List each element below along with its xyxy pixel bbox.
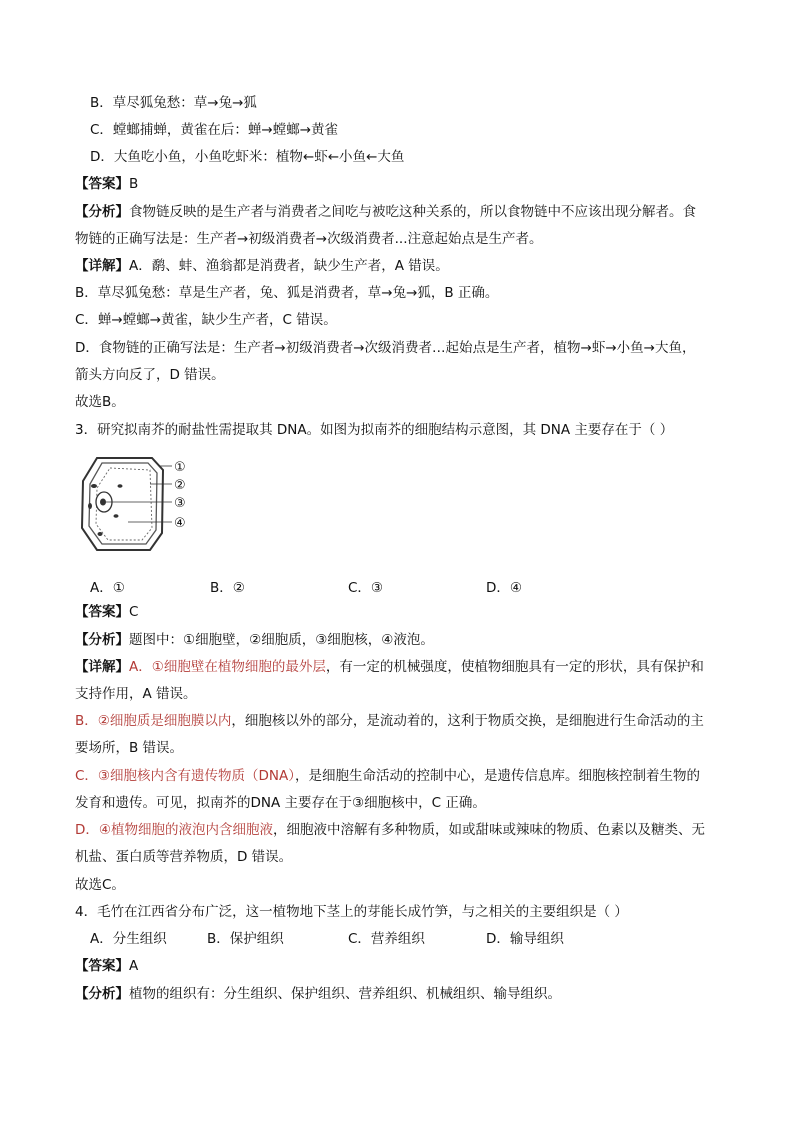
- q4-stem: 4．毛竹在江西省分布广泛，这一植物地下茎上的芽能长成竹笋，与之相关的主要组织是（ ）: [75, 904, 628, 920]
- q3-detail-b-line: [75, 708, 730, 735]
- q4-option-d: D．输导组织: [486, 931, 564, 947]
- q2-answer-line: [75, 171, 730, 198]
- q3-option-c: C．③: [348, 580, 384, 596]
- answer-label: 【答案】: [75, 958, 129, 974]
- q4-option-c: C．营养组织: [348, 931, 425, 947]
- q3-analysis-line: [75, 627, 730, 654]
- q3-answer-line: [75, 599, 730, 626]
- q3-detail-d2: 机盐、蛋白质等营养物质，D 错误。: [75, 849, 293, 865]
- q3-detail-d-rest: ，细胞液中溶解有多种物质，如或甜味或辣味的物质、色素以及糖类、无: [273, 822, 705, 838]
- chloroplast: [88, 503, 92, 509]
- answer-label: 【答案】: [75, 604, 129, 620]
- analysis-label: 【分析】: [75, 632, 129, 648]
- q2-detail-a-line: [75, 253, 730, 280]
- chloroplast: [91, 484, 97, 488]
- q3-option-d: D．④: [486, 580, 522, 596]
- q3-detail-a-highlight: A．①细胞壁在植物细胞的最外层: [129, 659, 326, 675]
- q2-detail-d2: 箭头方向反了，D 错误。: [75, 367, 225, 383]
- q3-detail-a-line: [75, 654, 730, 681]
- chloroplast: [98, 532, 103, 536]
- q3-detail-a2: 支持作用，A 错误。: [75, 686, 197, 702]
- q2-option-c: C．螳螂捕蝉，黄雀在后：蝉→螳螂→黄雀: [90, 122, 339, 138]
- q4-answer-value: A: [129, 958, 139, 974]
- q2-analysis-line2: 物链的正确写法是：生产者→初级消费者→次级消费者...注意起始点是生产者。: [75, 231, 543, 247]
- q3-detail-c-rest: ，是细胞生命活动的控制中心，是遗传信息库。细胞核控制着生物的: [295, 768, 701, 784]
- q2-conclusion: 故选B。: [75, 394, 125, 410]
- q3-detail-c2: 发育和遗传。可见，拟南芥的DNA 主要存在于③细胞核中，C 正确。: [75, 795, 486, 811]
- q3-analysis-text: 题图中：①细胞壁，②细胞质，③细胞核，④液泡。: [129, 632, 434, 648]
- cell-structure-diagram: [80, 456, 190, 556]
- q2-analysis-text1: 食物链反映的是生产者与消费者之间吃与被吃这种关系的，所以食物链中不应该出现分解者。食: [129, 204, 696, 220]
- q3-conclusion: 故选C。: [75, 877, 125, 893]
- chloroplast: [114, 514, 119, 518]
- diagram-label: ④: [174, 516, 186, 531]
- q3-detail-c-line: [75, 763, 730, 790]
- q3-detail-d-highlight: D．④植物细胞的液泡内含细胞液: [75, 822, 273, 838]
- q3-option-a: A．①: [90, 580, 125, 596]
- answer-label: 【答案】: [75, 176, 129, 192]
- q3-detail-b-highlight: B．②细胞质是细胞膜以内: [75, 713, 232, 729]
- q2-detail-d1: D．食物链的正确写法是：生产者→初级消费者→次级消费者…起始点是生产者，植物→虾→小鱼→大鱼，: [75, 340, 696, 356]
- q3-detail-b-rest: ，细胞核以外的部分，是流动着的，这利于物质交换，是细胞进行生命活动的主: [231, 713, 704, 729]
- q2-option-d: D．大鱼吃小鱼，小鱼吃虾米：植物←虾←小鱼←大鱼: [90, 149, 405, 165]
- q2-analysis-line1: [75, 199, 730, 226]
- q3-detail-d-line: [75, 817, 730, 844]
- diagram-label: ①: [174, 460, 186, 475]
- q4-option-b: B．保护组织: [207, 931, 284, 947]
- q4-answer-line: [75, 953, 730, 980]
- q3-option-b: B．②: [210, 580, 245, 596]
- analysis-label: 【分析】: [75, 986, 129, 1002]
- q3-detail-c-highlight: C．③细胞核内含有遗传物质（DNA）: [75, 768, 296, 784]
- detail-label: 【详解】: [75, 659, 129, 675]
- q4-analysis-line: [75, 981, 730, 1008]
- q2-detail-a-text: A．鹬、蚌、渔翁都是消费者，缺少生产者，A 错误。: [129, 258, 449, 274]
- chloroplast: [118, 484, 123, 488]
- q3-detail-a-rest: ，有一定的机械强度，使植物细胞具有一定的形状，具有保护和: [325, 659, 704, 675]
- q3-detail-b2: 要场所，B 错误。: [75, 740, 184, 756]
- analysis-label: 【分析】: [75, 204, 129, 220]
- q4-analysis-text: 植物的组织有：分生组织、保护组织、营养组织、机械组织、输导组织。: [129, 986, 561, 1002]
- q2-option-b: B．草尽狐兔愁：草→兔→狐: [90, 95, 257, 111]
- diagram-label: ③: [174, 496, 186, 511]
- q2-detail-b: B．草尽狐兔愁：草是生产者，兔、狐是消费者，草→兔→狐，B 正确。: [75, 285, 499, 301]
- q3-stem: 3．研究拟南芥的耐盐性需提取其 DNA。如图为拟南芥的细胞结构示意图，其 DNA 主要存在于（ ）: [75, 422, 674, 438]
- q2-detail-c: C．蝉→螳螂→黄雀，缺少生产者，C 错误。: [75, 312, 337, 328]
- diagram-label: ②: [174, 478, 186, 493]
- q2-answer-value: B: [129, 176, 139, 192]
- detail-label: 【详解】: [75, 258, 129, 274]
- q3-answer-value: C: [129, 604, 139, 620]
- q4-option-a: A．分生组织: [90, 931, 167, 947]
